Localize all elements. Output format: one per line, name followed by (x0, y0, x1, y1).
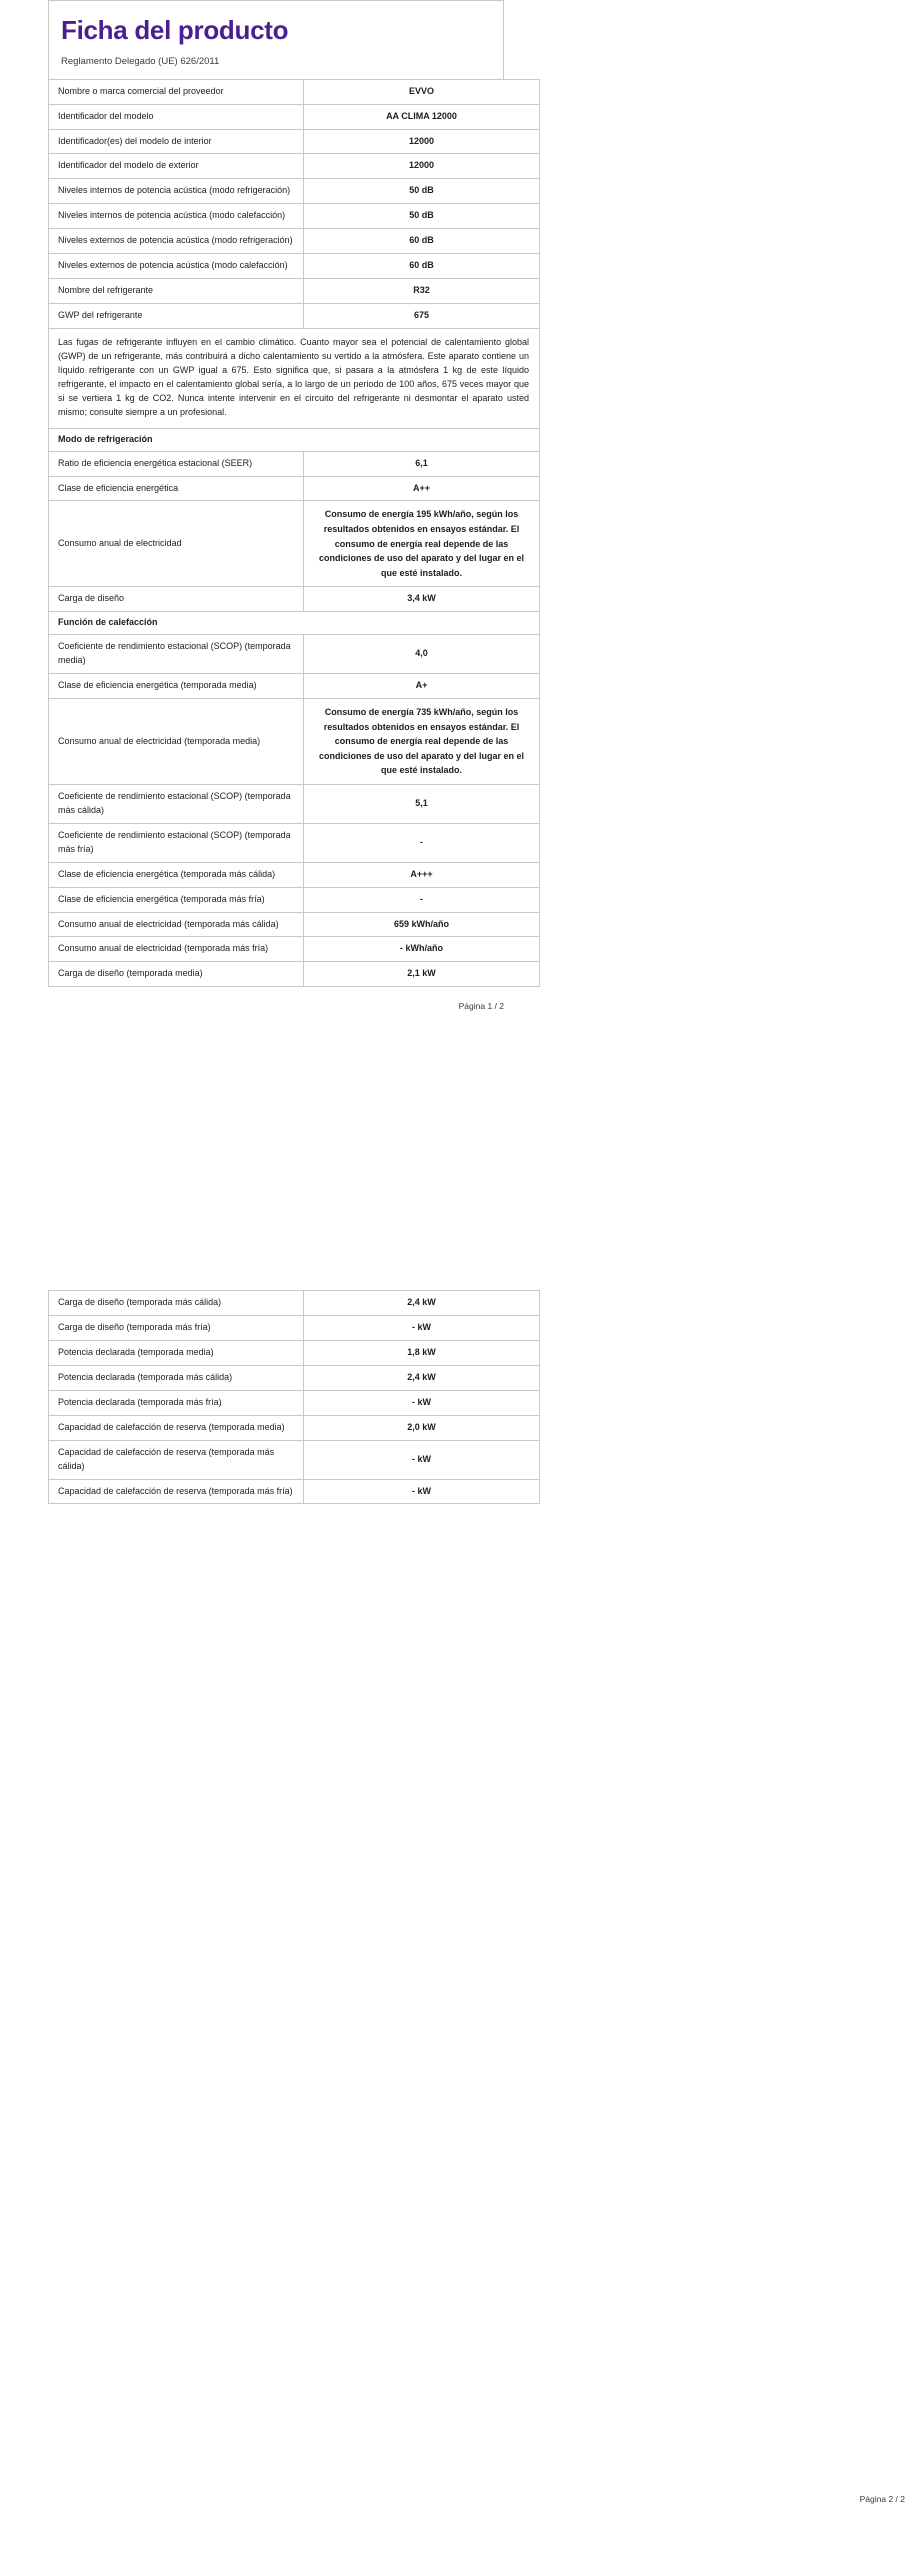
row-value: A+++ (304, 862, 540, 887)
row-label: Clase de eficiencia energética (temporada más cálida) (49, 862, 304, 887)
table-row (49, 1315, 540, 1340)
row-label: Identificador(es) del modelo de interior (49, 129, 304, 154)
table-row (49, 154, 540, 179)
table-row (49, 1291, 540, 1316)
row-label: Coeficiente de rendimiento estacional (SCOP) (temporada más fría) (49, 823, 304, 862)
row-value: - kW (304, 1390, 540, 1415)
row-value: Consumo de energía 735 kWh/año, según los resultados obtenidos en ensayos estándar. El consumo de energía real depende de las condiciones de uso del aparato y del lugar en el que esté instalado. (304, 699, 540, 785)
fiche-body-page-2 (49, 1291, 540, 1504)
row-value: - kW (304, 1315, 540, 1340)
table-row (49, 937, 540, 962)
row-label: Clase de eficiencia energética (temporada más fría) (49, 887, 304, 912)
row-value: A++ (304, 476, 540, 501)
table-section-heating (49, 612, 540, 635)
row-value: - kW (304, 1479, 540, 1504)
row-label: Consumo anual de electricidad (temporada más fría) (49, 937, 304, 962)
table-row (49, 279, 540, 304)
row-label: Capacidad de calefacción de reserva (temporada más cálida) (49, 1440, 304, 1479)
row-label: Coeficiente de rendimiento estacional (SCOP) (temporada más cálida) (49, 784, 304, 823)
table-row-refrigerant-note (49, 329, 540, 429)
row-value: EVVO (304, 79, 540, 104)
row-value: 659 kWh/año (304, 912, 540, 937)
page-1-content (48, 0, 529, 1012)
table-row (49, 501, 540, 587)
table-row (49, 635, 540, 674)
table-row (49, 784, 540, 823)
row-label: Capacidad de calefacción de reserva (temporada más fría) (49, 1479, 304, 1504)
row-label: Niveles externos de potencia acústica (modo refrigeración) (49, 229, 304, 254)
table-row (49, 1390, 540, 1415)
row-value: Consumo de energía 195 kWh/año, según los resultados obtenidos en ensayos estándar. El consumo de energía real depende de las condiciones de uso del aparato y del lugar en el que esté instalado. (304, 501, 540, 587)
row-value: 4,0 (304, 635, 540, 674)
row-value: 2,4 kW (304, 1291, 540, 1316)
row-value: 12000 (304, 154, 540, 179)
row-label: Coeficiente de rendimiento estacional (SCOP) (temporada media) (49, 635, 304, 674)
row-label: Carga de diseño (temporada más fría) (49, 1315, 304, 1340)
table-row (49, 1440, 540, 1479)
row-value: - (304, 823, 540, 862)
row-label: Nombre o marca comercial del proveedor (49, 79, 304, 104)
row-value: 50 dB (304, 179, 540, 204)
row-label: Potencia declarada (temporada media) (49, 1340, 304, 1365)
row-value: 1,8 kW (304, 1340, 540, 1365)
document-page-2 (0, 1290, 905, 2560)
table-row (49, 476, 540, 501)
page-2-footer: Página 2 / 2 (859, 2494, 905, 2504)
section-title-heating: Función de calefacción (49, 612, 540, 635)
row-label: Potencia declarada (temporada más fría) (49, 1390, 304, 1415)
product-fiche-table-page-1 (48, 79, 540, 988)
table-row (49, 129, 540, 154)
table-row (49, 1365, 540, 1390)
product-fiche-table-page-2 (48, 1290, 540, 1504)
row-label: Carga de diseño (temporada más cálida) (49, 1291, 304, 1316)
row-value: - kWh/año (304, 937, 540, 962)
row-value: 12000 (304, 129, 540, 154)
row-label: Identificador del modelo de exterior (49, 154, 304, 179)
table-row (49, 1479, 540, 1504)
row-value: - (304, 887, 540, 912)
table-row (49, 962, 540, 987)
row-label: Niveles internos de potencia acústica (modo calefacción) (49, 204, 304, 229)
row-label: Ratio de eficiencia energética estacional (SEER) (49, 451, 304, 476)
row-label: Carga de diseño (temporada media) (49, 962, 304, 987)
row-value: 2,1 kW (304, 962, 540, 987)
row-label: Carga de diseño (49, 587, 304, 612)
table-row (49, 699, 540, 785)
table-row (49, 79, 540, 104)
table-row (49, 912, 540, 937)
row-label: Capacidad de calefacción de reserva (temporada media) (49, 1415, 304, 1440)
row-label: Niveles externos de potencia acústica (modo calefacción) (49, 254, 304, 279)
row-value: 6,1 (304, 451, 540, 476)
row-value: 2,4 kW (304, 1365, 540, 1390)
row-label: GWP del refrigerante (49, 304, 304, 329)
page-1-footer: Página 1 / 2 (458, 1001, 504, 1012)
page-title: Ficha del producto (61, 15, 289, 45)
fiche-body (49, 79, 540, 987)
row-value: 675 (304, 304, 540, 329)
row-label: Niveles internos de potencia acústica (modo refrigeración) (49, 179, 304, 204)
table-row (49, 104, 540, 129)
table-row (49, 179, 540, 204)
section-title-cooling: Modo de refrigeración (49, 428, 540, 451)
row-label: Nombre del refrigerante (49, 279, 304, 304)
table-row (49, 304, 540, 329)
table-row (49, 862, 540, 887)
page-2-content (48, 1290, 504, 1504)
table-row (49, 1415, 540, 1440)
row-label: Consumo anual de electricidad (temporada más cálida) (49, 912, 304, 937)
table-section-cooling (49, 428, 540, 451)
row-label: Consumo anual de electricidad (49, 501, 304, 587)
row-value: R32 (304, 279, 540, 304)
row-label: Potencia declarada (temporada más cálida) (49, 1365, 304, 1390)
row-value: - kW (304, 1440, 540, 1479)
table-row (49, 204, 540, 229)
row-value: 50 dB (304, 204, 540, 229)
table-row (49, 451, 540, 476)
row-label: Identificador del modelo (49, 104, 304, 129)
row-label: Clase de eficiencia energética (temporada media) (49, 674, 304, 699)
document-header (48, 0, 504, 79)
table-row (49, 254, 540, 279)
row-value: 60 dB (304, 229, 540, 254)
row-value: 3,4 kW (304, 587, 540, 612)
row-value: 2,0 kW (304, 1415, 540, 1440)
refrigerant-note-text: Las fugas de refrigerante influyen en el cambio climático. Cuanto mayor sea el potencial de calentamiento global (GWP) de un refrigerante, más contribuirá a dicho calentamiento su vertido a la atmósfera. Este aparato contiene un líquido refrigerante con un GWP igual a 675. Esto significa que, si pasara a la atmósfera 1 kg de este líquido refrigerante, el impacto en el calentamiento global sería, a lo largo de un periodo de 100 años, 675 veces mayor que si se vertiera 1 kg de CO2. Nunca intente intervenir en el circuito del refrigerante ni desmontar el aparato usted mismo; consulte siempre a un profesional. (49, 329, 540, 429)
table-row (49, 674, 540, 699)
row-value: 5,1 (304, 784, 540, 823)
table-row (49, 1340, 540, 1365)
table-row (49, 887, 540, 912)
table-row (49, 587, 540, 612)
row-value: 60 dB (304, 254, 540, 279)
row-value: A+ (304, 674, 540, 699)
table-row (49, 823, 540, 862)
row-value: AA CLIMA 12000 (304, 104, 540, 129)
document-subtitle: Reglamento Delegado (UE) 626/2011 (61, 56, 220, 68)
row-label: Consumo anual de electricidad (temporada media) (49, 699, 304, 785)
row-label: Clase de eficiencia energética (49, 476, 304, 501)
table-row (49, 229, 540, 254)
